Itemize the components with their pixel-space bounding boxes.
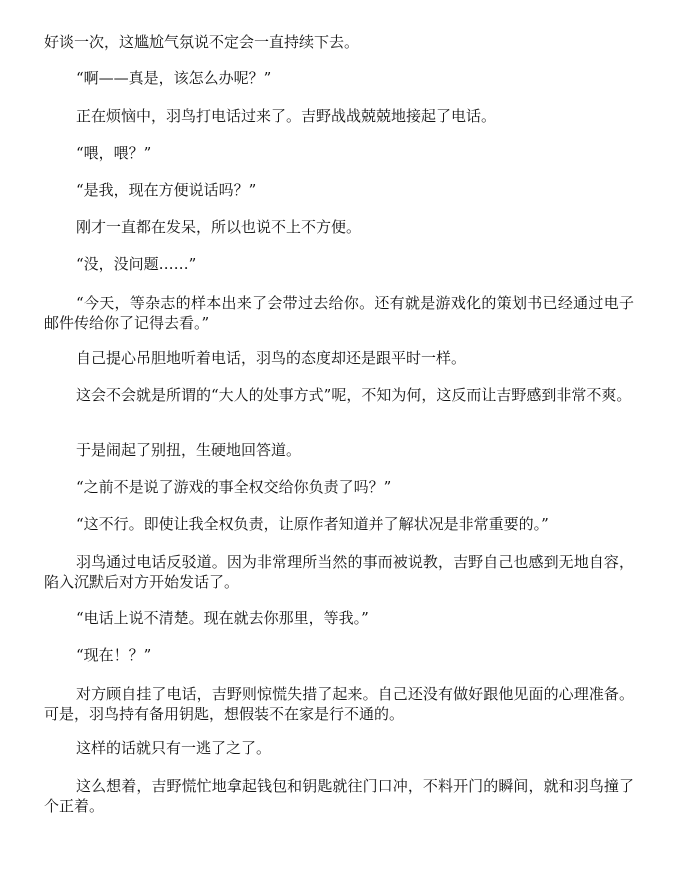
paragraph-12: “之前不是说了游戏的事全权交给你负责了吗？” [76, 478, 392, 496]
paragraph-19: 这么想着，吉野慌忙地拿起钱包和钥匙就往门口冲，不料开门的瞬间，就和羽鸟撞了个正着。 [44, 777, 634, 815]
paragraph-4: “喂，喂？” [76, 144, 152, 162]
paragraph-17: 对方顾自挂了电话，吉野则惊慌失措了起来。自己还没有做好跟他见面的心理准备。可是，羽鸟持有备用钥匙，想假装不在家是行不通的。 [44, 685, 634, 723]
paragraph-8: “今天，等杂志的样本出来了会带过去给你。还有就是游戏化的策划书已经通过电子邮件传给你了记得去看。” [44, 294, 634, 332]
paragraph-2: “啊——真是，该怎么办呢？” [76, 69, 272, 87]
paragraph-14: 羽鸟通过电话反驳道。因为非常理所当然的事而被说教，吉野自己也感到无地自容，陷入沉默后对方开始发话了。 [44, 553, 634, 591]
paragraph-10: 这会不会就是所谓的“大人的处事方式”呢，不知为何，这反而让吉野感到非常不爽。 [76, 386, 632, 404]
paragraph-1: 好谈一次，这尴尬气氛说不定会一直持续下去。 [44, 33, 360, 51]
paragraph-5: “是我，现在方便说话吗？” [76, 181, 257, 199]
paragraph-6: 刚才一直都在发呆，所以也说不上不方便。 [76, 218, 362, 236]
paragraph-13: “这不行。即使让我全权负责，让原作者知道并了解状况是非常重要的。” [76, 515, 549, 533]
paragraph-9: 自己提心吊胆地听着电话，羽鸟的态度却还是跟平时一样。 [76, 349, 467, 367]
paragraph-7: “没，没问题……” [76, 255, 197, 273]
paragraph-15: “电话上说不清楚。现在就去你那里，等我。” [76, 609, 369, 627]
paragraph-16: “现在！？” [76, 646, 152, 664]
paragraph-3: 正在烦恼中，羽鸟打电话过来了。吉野战战兢兢地接起了电话。 [76, 107, 497, 125]
paragraph-18: 这样的话就只有一逃了之了。 [76, 739, 272, 757]
paragraph-11: 于是闹起了别扭，生硬地回答道。 [76, 441, 302, 459]
